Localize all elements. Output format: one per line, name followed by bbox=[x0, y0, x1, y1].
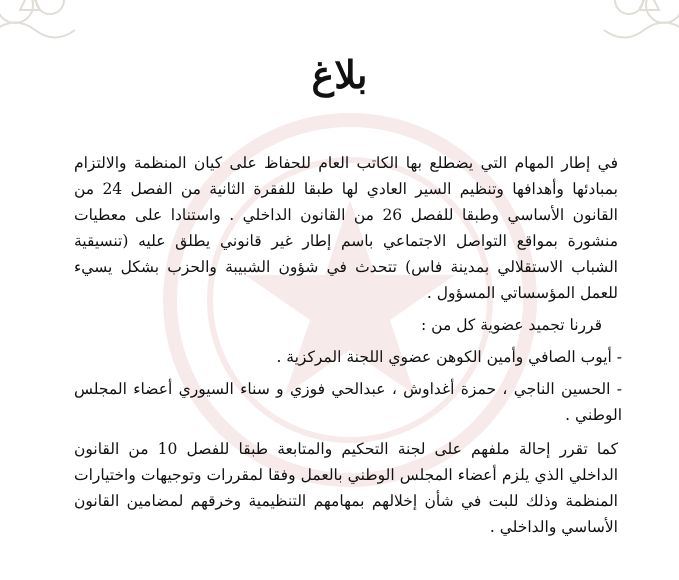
document-body bbox=[74, 150, 630, 540]
intro-paragraph: في إطار المهام التي يضطلع بها الكاتب العام للحفاظ على كيان المنظمة والالتزام بمبادئها وأهدافها وتنظيم السير العادي لها طبقا للفقرة الثانية من الفصل 24 من القانون الأساسي وطبقا للفصل 26 من القانون الداخلي . واستنادا على معطيات منشورة بمواقع التواصل الاجتماعي باسم إطار غير قانوني يطلق عليه (تنسيقية الشباب الاستقلالي بمدينة فاس) تتحدث في شؤون الشبيبة والحزب بشكل يسيء للعمل المؤسساتي المسؤول . bbox=[74, 154, 618, 302]
corner-ornament-right bbox=[579, 0, 679, 50]
corner-ornament-left bbox=[0, 0, 100, 50]
decision-intro: قررنا تجميد عضوية كل من : bbox=[421, 316, 602, 334]
closing-paragraph: كما تقرر إحالة ملفهم على لجنة التحكيم والمتابعة طبقا للفصل 10 من القانون الداخلي الذي يلزم أعضاء المجلس الوطني بالعمل وفقا لمقررات وتوجيهات واختيارات المنظمة وذلك للبت في شأن إخلالهم بمهامهم التنظيمية وخرقهم لمضامين القانون الأساسي والداخلي . bbox=[74, 440, 618, 536]
member-line-central-committee: - أيوب الصافي وأمين الكوهن عضوي اللجنة المركزية . bbox=[276, 348, 622, 366]
document-title: بلاغ bbox=[311, 52, 368, 97]
member-line-national-council: - الحسين الناجي ، حمزة أغداوش ، عبدالحي فوزي و سناء السيوري أعضاء المجلس الوطني . bbox=[74, 380, 622, 424]
